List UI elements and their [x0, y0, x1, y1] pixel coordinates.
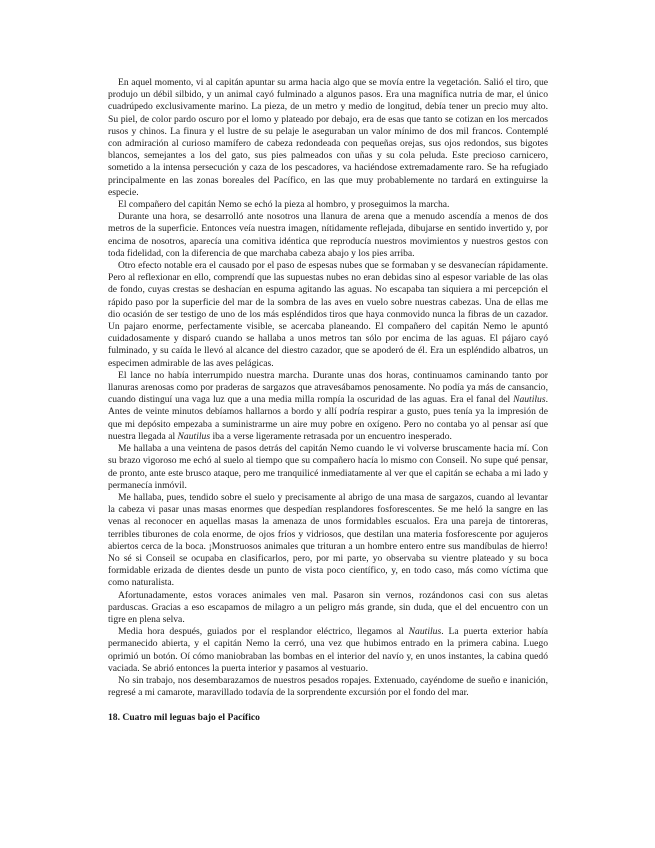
document-page [108, 77, 548, 725]
paragraph: Otro efecto notable era el causado por el paso de espesas nubes que se formaban y se desvanecían rápidamente. Pero al reflexionar en ello, comprendí que las supuestas nubes no eran debidas sino al espesor variable de las olas de fondo, cuyas crestas se deshacían en espuma agitando las aguas. No escapaba tan siquiera a mi percepción el rápido paso por la superficie del mar de la sombra de las aves en vuelo sobre nuestras cabezas. Una de ellas me dio ocasión de ser testigo de uno de los más espléndidos tiros que haya conmovido nunca la fibras de un cazador. Un pajaro enorme, perfectamente visible, se acercaba planeando. El compañero del capitán Nemo le apuntó cuidadosamente y disparó cuando se hallaba a unos metros tan sólo por encima de las aguas. El pájaro cayó fulminado, y su caída le llevó al alcance del diestro cazador, que se apoderó de él. Era un espléndido albatros, un especimen admirable de las aves pelágicas. [108, 260, 548, 369]
paragraph: Me hallaba a una veintena de pasos detrás del capitán Nemo cuando le vi volverse bruscamente hacia mí. Con su brazo vigoroso me echó al suelo al tiempo que su compañero hacía lo mismo con Conseil. No supe qué pensar, de pronto, ante este brusco ataque, pero me tranquilicé inmediatamente al ver que el capitán se echaba a mi lado y permanecía inmóvil. [108, 443, 548, 491]
chapter-heading: 18. Cuatro mil leguas bajo el Pacífico [108, 712, 260, 724]
paragraph: Media hora después, guiados por el resplandor eléctrico, llegamos al Nautilus. La puerta exterior había permanecido abierta, y el capitán Nemo la cerró, una vez que hubimos entrado en la primera cabina. Luego oprimió un botón. Oí cómo maniobraban las bombas en el interior del navío y, en unos instantes, la cabina quedó vaciada. Se abrió entonces la puerta interior y pasamos al vestuario. [108, 626, 548, 674]
paragraph: En aquel momento, vi al capitán apuntar su arma hacia algo que se movía entre la vegetación. Salió el tiro, que produjo un débil silbido, y un animal cayó fulminado a algunos pasos. Era una magnífica nutria de mar, el único cuadrúpedo exclusivamente marino. La pieza, de un metro y medio de longitud, debía tener un precio muy alto. Su piel, de color pardo oscuro por el lomo y plateado por debajo, era de esas que tanto se cotizan en los mercados rusos y chinos. La finura y el lustre de su pelaje le aseguraban un valor mínimo de dos mil francos. Contemplé con admiración al curioso mamífero de cabeza redondeada con pequeñas orejas, sus ojos redondos, sus bigotes blancos, semejantes a los del gato, sus pies palmeados con uñas y su cola peluda. Este precioso carnicero, sometido a la intensa persecución y caza de los pescadores, va haciéndose extremadamente raro. Se ha refugiado principalmente en las zonas boreales del Pacífico, en las que muy probablemente no tardará en extinguirse la especie. [108, 77, 548, 198]
paragraph: El compañero del capitán Nemo se echó la pieza al hombro, y proseguimos la marcha. [118, 199, 450, 211]
paragraph: Me hallaba, pues, tendido sobre el suelo y precisamente al abrigo de una masa de sargazos, cuando al levantar la cabeza vi pasar unas masas enormes que despedían resplandores fosforescentes. Se me heló la sangre en las venas al reconocer en aquellas masas la amenaza de unos formidables escualos. Era una pareja de tintoreras, terribles tiburones de cola enorme, de ojos fríos y vidriosos, que destilan una materia fosforescente por agujeros abiertos cerca de la boca. ¡Monstruosos animales que trituran a un hombre entero entre sus mandíbulas de hierro! No sé si Conseil se ocupaba en clasificarlos, pero, por mi parte, yo observaba su vientre plateado y su boca formidable erizada de dientes desde un punto de vista poco científico, y, en todo caso, más como víctima que como naturalista. [108, 491, 548, 589]
paragraph: El lance no había interrumpido nuestra marcha. Durante unas dos horas, continuamos caminando tanto por llanuras arenosas como por praderas de sargazos que atravesábamos penosamente. No podía ya más de cansancio, cuando distinguí una vaga luz que a una media milla rompía la oscuridad de las aguas. Era el fanal del Nautilus. Antes de veinte minutos debíamos hallarnos a bordo y allí podría respirar a gusto, pues tenía ya la impresión de que mi depósito empezaba a suministrarme un aire muy pobre en oxígeno. Pero no contaba yo al pensar así que nuestra llegada al Nautilus iba a verse ligeramente retrasada por un encuentro inesperado. [108, 369, 548, 442]
paragraph: Afortunadamente, estos voraces animales ven mal. Pasaron sin vernos, rozándonos casi con sus aletas parduscas. Gracias a eso escapamos de milagro a un peligro más grande, sin duda, que el del encuentro con un tigre en plena selva. [108, 589, 548, 625]
paragraph: No sin trabajo, nos desembarazamos de nuestros pesados ropajes. Extenuado, cayéndome de sueño e inanición, regresé a mi camarote, maravillado todavía de la sorprendente excursión por el fondo del mar. [108, 674, 548, 699]
paragraph: Durante una hora, se desarrolló ante nosotros una llanura de arena que a menudo ascendía a menos de dos metros de la superficie. Entonces veía nuestra imagen, nítidamente reflejada, dibujarse en sentido invertido y, por encima de nosotros, aparecía una comitiva idéntica que reproducía nuestros movimientos y nuestros gestos con toda fidelidad, con la diferencia de que marchaba cabeza abajo y los pies arriba. [108, 211, 548, 259]
